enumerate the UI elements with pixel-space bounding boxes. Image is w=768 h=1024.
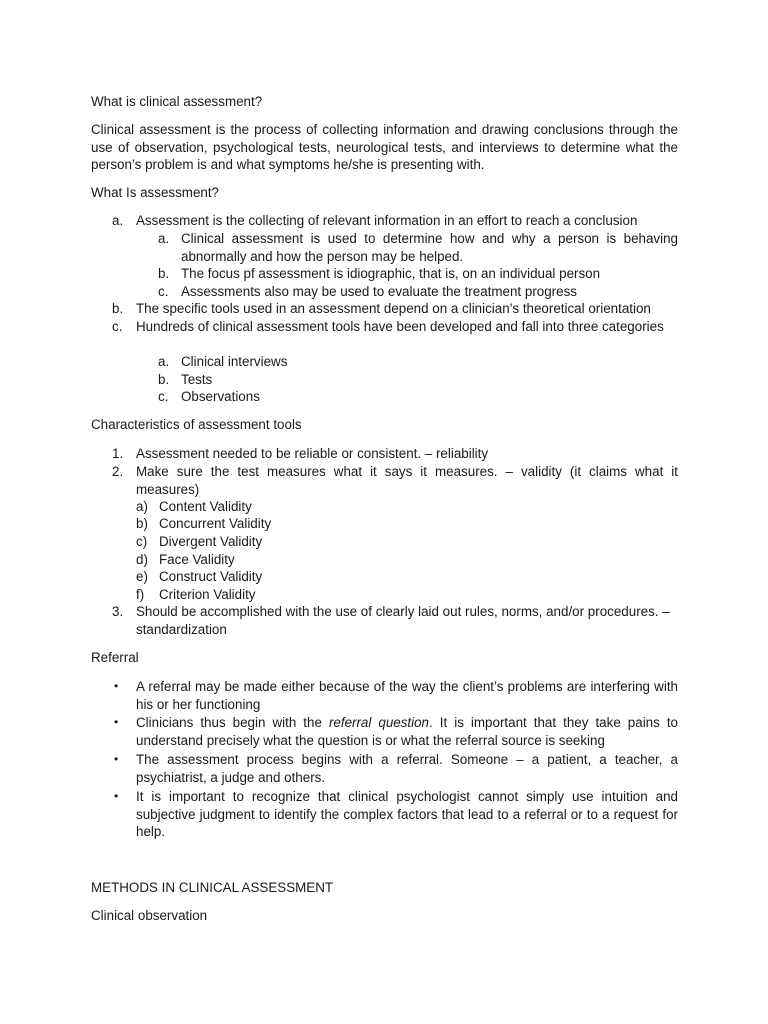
- bullet-glyph: •: [114, 679, 119, 693]
- list-marker: c.: [112, 319, 123, 334]
- list-item: Clinical assessment is used to determine how and why a person is behaving abnormally and how the person may be helped.: [181, 231, 678, 264]
- list-item: Assessment is the collecting of relevant information in an effort to reach a conclusion: [136, 213, 638, 228]
- list-marker: a.: [158, 354, 170, 369]
- list-marker: a.: [112, 213, 124, 228]
- bullet-text-pre: Clinicians thus begin with the: [136, 715, 329, 730]
- list-item: Content Validity: [159, 499, 252, 514]
- list-marker: f): [136, 587, 145, 602]
- list-item: Criterion Validity: [159, 587, 256, 602]
- bullet-item: A referral may be made either because of the way the client’s problems are interfering with his or her functioning: [136, 679, 678, 712]
- bullet-glyph: •: [114, 789, 119, 803]
- list-item: Assessment needed to be reliable or consistent. – reliability: [136, 446, 489, 461]
- list-item: The focus pf assessment is idiographic, that is, on an individual person: [181, 266, 601, 281]
- list-item: Observations: [181, 389, 260, 404]
- list-marker: c.: [158, 284, 169, 299]
- list-item: Face Validity: [159, 552, 235, 567]
- list-item: Assessments also may be used to evaluate the treatment progress: [181, 284, 577, 299]
- list-item: Construct Validity: [159, 569, 263, 584]
- list-marker: b.: [158, 372, 170, 387]
- list-marker: b.: [158, 266, 170, 281]
- list-item: Make sure the test measures what it says it measures. – validity (it claims what it measures): [136, 464, 678, 497]
- heading-referral: Referral: [91, 650, 139, 665]
- list-item: Hundreds of clinical assessment tools have been developed and fall into three categories: [136, 319, 664, 334]
- referral-question-term: referral question: [328, 715, 430, 730]
- paragraph-definition: Clinical assessment is the process of collecting information and drawing conclusions through the use of observation, psychological tests, neurological tests, and interviews to determine what the person’s problem is and what symptoms he/she is presenting with.: [91, 122, 678, 173]
- list-item: Tests: [181, 372, 213, 387]
- list-marker: c): [136, 534, 148, 549]
- question-what-is-clinical-assessment: What is clinical assessment?: [91, 94, 263, 109]
- heading-methods: METHODS IN CLINICAL ASSESSMENT: [91, 880, 334, 895]
- list-marker: 1.: [112, 446, 124, 461]
- bullet-text-post: . It is important that they take pains to understand precisely what the question is or what the referral source is seeking: [136, 715, 679, 748]
- list-marker: 3.: [112, 604, 124, 619]
- list-marker: b.: [112, 301, 124, 316]
- bullet-glyph: •: [114, 752, 119, 766]
- bullet-item: [136, 714, 678, 749]
- bullet-item: The assessment process begins with a referral. Someone – a patient, a teacher, a psychiatrist, a judge and others.: [136, 752, 678, 785]
- list-marker: a): [136, 499, 148, 514]
- bullet-glyph: •: [114, 715, 119, 729]
- list-marker: b): [136, 516, 148, 531]
- list-marker: a.: [158, 231, 170, 246]
- list-item: Should be accomplished with the use of clearly laid out rules, norms, and/or procedures. – standardization: [136, 604, 670, 637]
- list-marker: c.: [158, 389, 169, 404]
- heading-characteristics: Characteristics of assessment tools: [91, 417, 302, 432]
- question-what-is-assessment: What Is assessment?: [91, 185, 220, 200]
- list-item: Divergent Validity: [159, 534, 263, 549]
- list-marker: 2.: [112, 464, 124, 479]
- list-item: The specific tools used in an assessment depend on a clinician’s theoretical orientation: [136, 301, 651, 316]
- list-item: Clinical interviews: [181, 354, 288, 369]
- heading-clinical-observation: Clinical observation: [91, 908, 208, 923]
- list-item: Concurrent Validity: [159, 516, 272, 531]
- list-marker: e): [136, 569, 148, 584]
- bullet-item: It is important to recognize that clinical psychologist cannot simply use intuition and subjective judgment to identify the complex factors that lead to a referral or to a request for help.: [136, 789, 678, 840]
- list-marker: d): [136, 552, 148, 567]
